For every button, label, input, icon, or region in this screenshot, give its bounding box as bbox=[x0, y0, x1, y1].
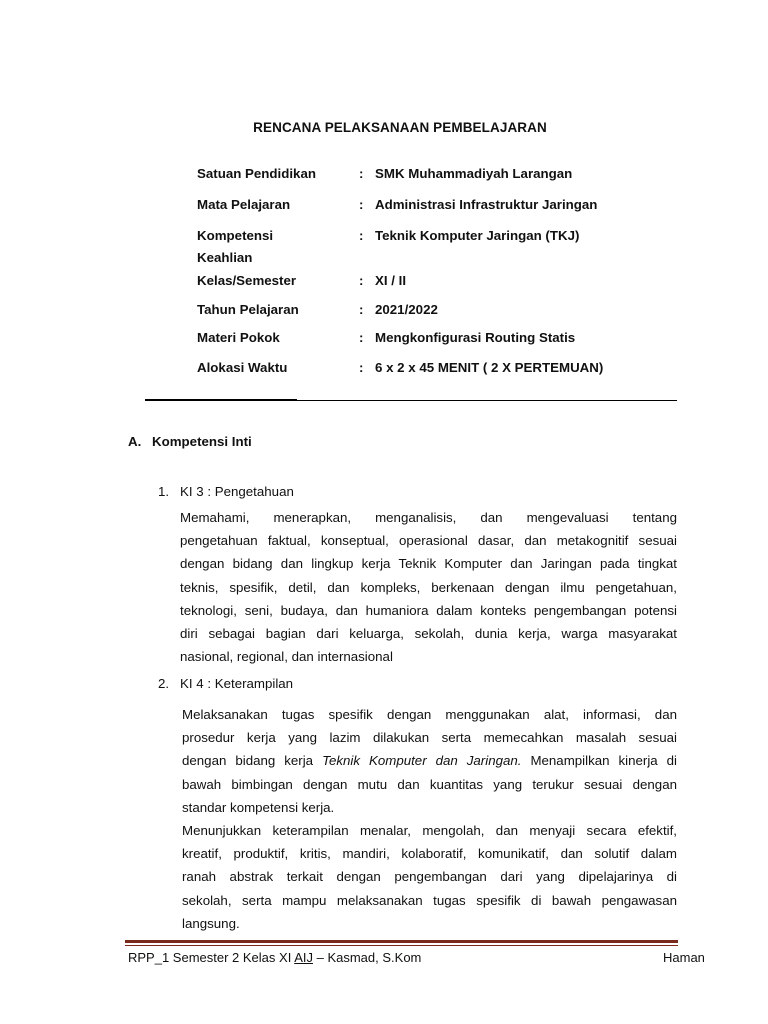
info-label-multiline bbox=[197, 225, 342, 269]
text-run: Menampilkan kinerja di bbox=[521, 753, 677, 769]
info-colon: : bbox=[359, 330, 364, 345]
info-colon: : bbox=[359, 228, 364, 243]
ki4-title: KI 4 : Keterampilan bbox=[180, 676, 294, 691]
footer-text-pre: RPP_1 Semester 2 Kelas XI bbox=[128, 950, 295, 965]
paragraph-line: ranah abstrak terkait dengan pengembangan dari yang dipelajarinya di bbox=[182, 869, 677, 885]
ki3-title: KI 3 : Pengetahuan bbox=[180, 484, 294, 499]
paragraph-line-mixed bbox=[182, 749, 677, 772]
ki3-paragraph bbox=[180, 506, 677, 668]
paragraph-line: Memahami, menerapkan, menganalisis, dan mengevaluasi tentang bbox=[180, 510, 677, 525]
footer-text bbox=[128, 950, 421, 965]
paragraph-line: teknis, spesifik, detil, dan kompleks, berkenaan dengan ilmu pengetahuan, bbox=[180, 579, 677, 595]
info-value: SMK Muhammadiyah Larangan bbox=[375, 166, 573, 181]
info-label: Mata Pelajaran bbox=[197, 197, 291, 212]
info-value: Teknik Komputer Jaringan (TKJ) bbox=[375, 228, 580, 243]
info-label: Satuan Pendidikan bbox=[197, 166, 316, 181]
info-colon: : bbox=[359, 166, 364, 181]
info-label: Alokasi Waktu bbox=[197, 360, 288, 375]
document-title: RENCANA PELAKSANAAN PEMBELAJARAN bbox=[253, 120, 547, 135]
info-label: Kelas/Semester bbox=[197, 273, 297, 288]
info-value: 2021/2022 bbox=[375, 302, 438, 317]
info-value: Mengkonfigurasi Routing Statis bbox=[375, 330, 576, 345]
section-title: Kompetensi Inti bbox=[152, 434, 252, 449]
info-value: Administrasi Infrastruktur Jaringan bbox=[375, 197, 598, 212]
paragraph-line: prosedur kerja yang lazim dilakukan serta memecahkan masalah sesuai bbox=[182, 730, 677, 746]
info-colon: : bbox=[359, 360, 364, 375]
paragraph-line: standar kompetensi kerja. bbox=[182, 799, 335, 815]
info-value: 6 x 2 x 45 MENIT ( 2 X PERTEMUAN) bbox=[375, 360, 604, 375]
footer-rule-thin bbox=[125, 945, 678, 946]
paragraph-line: Melaksanakan tugas spesifik dengan menggunakan alat, informasi, dan bbox=[182, 707, 677, 722]
footer-page-label: Haman bbox=[663, 950, 705, 965]
divider-line bbox=[145, 400, 677, 401]
list-number: 2. bbox=[158, 676, 170, 691]
info-colon: : bbox=[359, 302, 364, 317]
footer-text-underlined: AIJ bbox=[294, 950, 313, 965]
info-colon: : bbox=[359, 273, 364, 288]
info-colon: : bbox=[359, 197, 364, 212]
paragraph-line: bawah bimbingan dengan mutu dan kuantitas yang terukur sesuai dengan bbox=[182, 776, 677, 792]
info-label: Tahun Pelajaran bbox=[197, 302, 299, 317]
paragraph-line: kreatif, produktif, kritis, mandiri, kolaboratif, komunikatif, dan solutif dalam bbox=[182, 846, 677, 862]
footer-rule-thick bbox=[125, 940, 678, 943]
text-run: dengan bidang kerja bbox=[182, 753, 323, 769]
paragraph-line: diri sebagai bagian dari keluarga, sekolah, dunia kerja, warga masyarakat bbox=[180, 625, 677, 641]
paragraph-line: teknologi, seni, budaya, dan humaniora dalam konteks pengembangan potensi bbox=[180, 602, 677, 618]
paragraph-line: pengetahuan faktual, konseptual, operasional dasar, dan metakognitif sesuai bbox=[180, 533, 677, 549]
text-run-italic: Teknik Komputer dan Jaringan. bbox=[322, 753, 522, 769]
footer-text-post: – Kasmad, S.Kom bbox=[313, 950, 422, 965]
paragraph-line: nasional, regional, dan internasional bbox=[180, 649, 393, 665]
info-label-line1: Kompetensi bbox=[197, 228, 274, 243]
ki4-paragraph bbox=[182, 703, 677, 935]
paragraph-line: Menunjukkan keterampilan menalar, mengolah, dan menyaji secara efektif, bbox=[182, 822, 677, 838]
paragraph-line: langsung. bbox=[182, 915, 240, 931]
paragraph-line: sekolah, serta mampu melaksanakan tugas spesifik di bawah pengawasan bbox=[182, 892, 677, 908]
paragraph-line: dengan bidang dan lingkup kerja Teknik Komputer dan Jaringan pada tingkat bbox=[180, 556, 677, 572]
list-number: 1. bbox=[158, 484, 170, 499]
section-letter: A. bbox=[128, 434, 142, 449]
info-value: XI / II bbox=[375, 273, 407, 288]
info-label: Materi Pokok bbox=[197, 330, 280, 345]
info-label-line2: Keahlian bbox=[197, 250, 253, 265]
